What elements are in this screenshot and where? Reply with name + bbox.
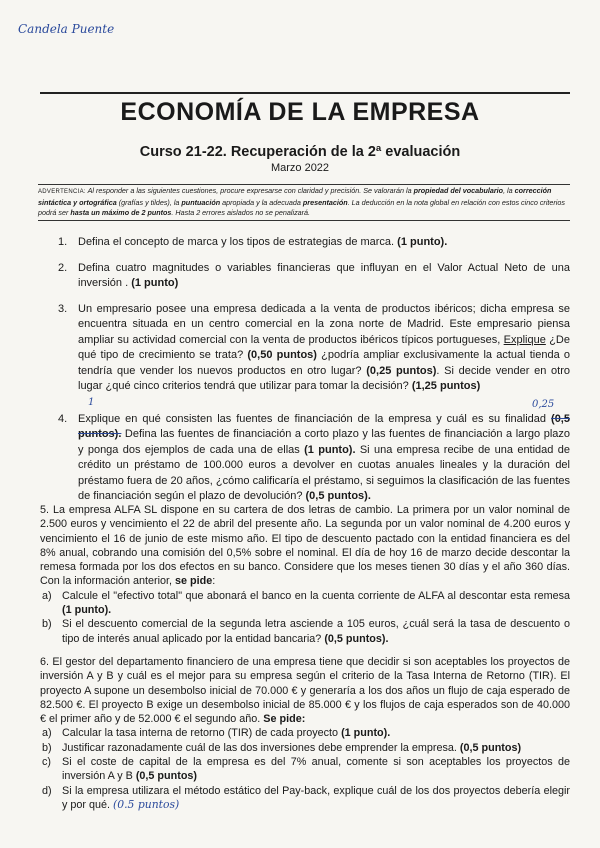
handwritten-points: (0.5 puntos) (113, 797, 180, 811)
question-text: Defina el concepto de marca y los tipos de estrategias de marca. (78, 236, 398, 248)
question-points: (1,25 puntos) (411, 380, 481, 393)
question-intro (40, 503, 570, 589)
question-keyword: Explique (503, 333, 546, 346)
question-3 (58, 302, 571, 394)
question-number: 4. (58, 413, 68, 425)
question-text: ¿podría ampliar exclusivamente la actual tienda o tendría que vender los nuevos productos en otro lugar? (78, 349, 571, 377)
subquestion-a (40, 726, 570, 740)
subquestion-label: c) (42, 756, 51, 769)
subquestion-d (40, 784, 570, 813)
question-5 (40, 503, 570, 646)
student-name-handwriting: Candela Puente (18, 22, 115, 36)
question-points: (0,5 puntos). (78, 413, 570, 441)
question-text: ¿De qué tipo de crecimiento se trata? (78, 333, 570, 362)
question-number: 1. (58, 236, 68, 248)
question-points: (0,25 puntos) (366, 364, 437, 377)
question-points: (0,5 puntos) (459, 741, 522, 754)
warning-bold: puntuación (181, 197, 221, 207)
handwritten-mark: 1 (88, 397, 95, 408)
warning-text: , la (503, 186, 515, 195)
question-points: (0,50 puntos) (247, 349, 317, 362)
question-6 (40, 655, 570, 812)
question-ask: se pide (175, 575, 213, 588)
subquestion-b (40, 617, 570, 646)
warning-bold: presentación (302, 197, 348, 207)
question-intro (40, 655, 570, 726)
question-ask: Se pide: (263, 713, 306, 726)
subquestion-a (40, 589, 570, 618)
question-text: Si la empresa utilizara el método estático del Pay-back, explique cuál de los dos proyectos debería elegir y por qué. (62, 784, 570, 811)
warning-note (38, 184, 570, 221)
question-text: Justificar razonadamente cuál de las dos inversiones debe emprender la empresa. (62, 741, 460, 754)
question-points: (0,5 puntos). (305, 490, 371, 503)
subquestion-label: a) (42, 589, 52, 602)
question-text: Un empresario posee una empresa dedicada a la venta de productos ibéricos; dicha empresa se encuentra situada en un centro comercial en la zona norte de Madrid. Este empresario piensa ampliar su actividad comercial con la venta de productos ibéricos típicos portugueses, (78, 303, 570, 346)
exam-date: Marzo 2022 (270, 162, 330, 174)
question-points: (1 punto). (341, 727, 391, 740)
warning-text: apropiada y la adecuada (220, 197, 303, 207)
question-text: Si el coste de capital de la empresa es del 7% anual, comente si son aceptables los proyectos de inversión A y B (62, 756, 570, 783)
warning-bold: propiedad del vocabulario (413, 186, 504, 195)
subquestion-label: b) (42, 618, 52, 631)
question-text: Si una empresa recibe de una entidad de crédito un préstamo de 100.000 euros a devolver en cuotas anuales lineales y la duración del préstamo fuera de 20 años, ¿cómo calificaría el préstamo, si seguimos la clasificación de las fuentes de financiación según el plazo de devolución? (78, 443, 570, 503)
header-rule (40, 92, 570, 94)
question-text: 6. El gestor del departamento financiero de una empresa tiene que decidir si son aceptables los proyectos de inversión A y B y cuál es el mejor para su empresa según el criterio de la Tasa Interna de Retorno (TIR). El proyecto A supone un desembolso inicial de 70.000 € y generaría a los dos años un flujo de caja esperado de 82.500 €. El proyecto B exige un desembolso inicial de 85.000 € y los flujos de caja esperados son de 40.000 € el primer año y de 52.000 € el segundo año. (40, 656, 570, 726)
question-points: (0,5 puntos) (135, 770, 198, 783)
handwritten-mark: 0,25 (532, 399, 555, 410)
subquestion-label: b) (42, 741, 52, 754)
course-subtitle: Curso 21-22. Recuperación de la 2ª evaluación (139, 144, 461, 160)
question-text: 5. La empresa ALFA SL dispone en su cartera de dos letras de cambio. La primera por un valor nominal de 2.500 euros y vencimiento el 22 de abril del presente año. La segunda por un valor nominal de 4.200 euros y vencimiento el 16 de junio de este mismo año. El tipo de descuento pactado con la entidad financiera es del 8% anual, cobrando una comisión del 0,5% sobre el nominal. El día de hoy 16 de marzo decide descontar la remesa formada por los dos efectos en su banco. Considere que los meses tienen 30 días y el año 360 días. Con la información anterior, (40, 504, 570, 588)
question-2 (58, 261, 570, 292)
question-points: (1 punto). (304, 443, 356, 456)
warning-bold: corrección sintáctica y ortográfica (38, 186, 552, 207)
question-text: : (212, 575, 216, 588)
warning-text: Al responder a las siguientes cuestiones, procure expresarse con claridad y precisión. Se valorarán la (85, 186, 414, 195)
question-text: Si el descuento comercial de la segunda letra asciende a 105 euros, ¿cuál será la tasa de descuento o tipo de interés anual aplicado por la entidad bancaria? (62, 618, 570, 645)
question-text: . Si decide vender en otro lugar ¿qué cinco criterios tendrá que utilizar para tomar la decisión? (78, 364, 570, 393)
question-4 (58, 412, 570, 504)
warning-label: ADVERTENCIA: (38, 189, 86, 195)
page-title: ECONOMÍA DE LA EMPRESA (120, 98, 480, 126)
question-points: (0,5 puntos). (324, 632, 389, 645)
question-number: 3. (58, 303, 68, 315)
question-points: (1 punto). (397, 236, 448, 248)
question-points: (1 punto) (131, 277, 179, 290)
question-1 (58, 235, 570, 250)
question-number: 2. (58, 262, 68, 274)
warning-text: . Hasta 2 errores aislados no se penalizará. (171, 208, 311, 217)
question-text: Calcular la tasa interna de retorno (TIR) de cada proyecto (62, 727, 342, 740)
subquestion-b (40, 741, 570, 755)
subquestion-label: d) (42, 784, 52, 797)
warning-bold: hasta un máximo de 2 puntos (70, 208, 172, 217)
warning-text: . La deducción en la nota global en relación con estos cinco criterios podrá ser (38, 197, 565, 217)
question-text: Defina las fuentes de financiación a corto plazo y las fuentes de financiación a largo plazo y ponga dos ejemplos de cada una de ellas (78, 428, 570, 456)
question-text: Explique en qué consisten las fuentes de financiación de la empresa y cuál es su finalidad (78, 413, 552, 425)
subquestion-label: a) (42, 727, 52, 740)
subquestion-c (40, 755, 570, 784)
question-text: Calcule el "efectivo total" que abonará el banco en la cuenta corriente de ALFA al descontar esta remesa (62, 589, 570, 602)
question-points: (1 punto). (62, 604, 112, 617)
question-text: Defina cuatro magnitudes o variables financieras que influyan en el Valor Actual Neto de una inversión . (78, 262, 570, 290)
warning-text: (grafías y tildes), la (116, 197, 182, 207)
